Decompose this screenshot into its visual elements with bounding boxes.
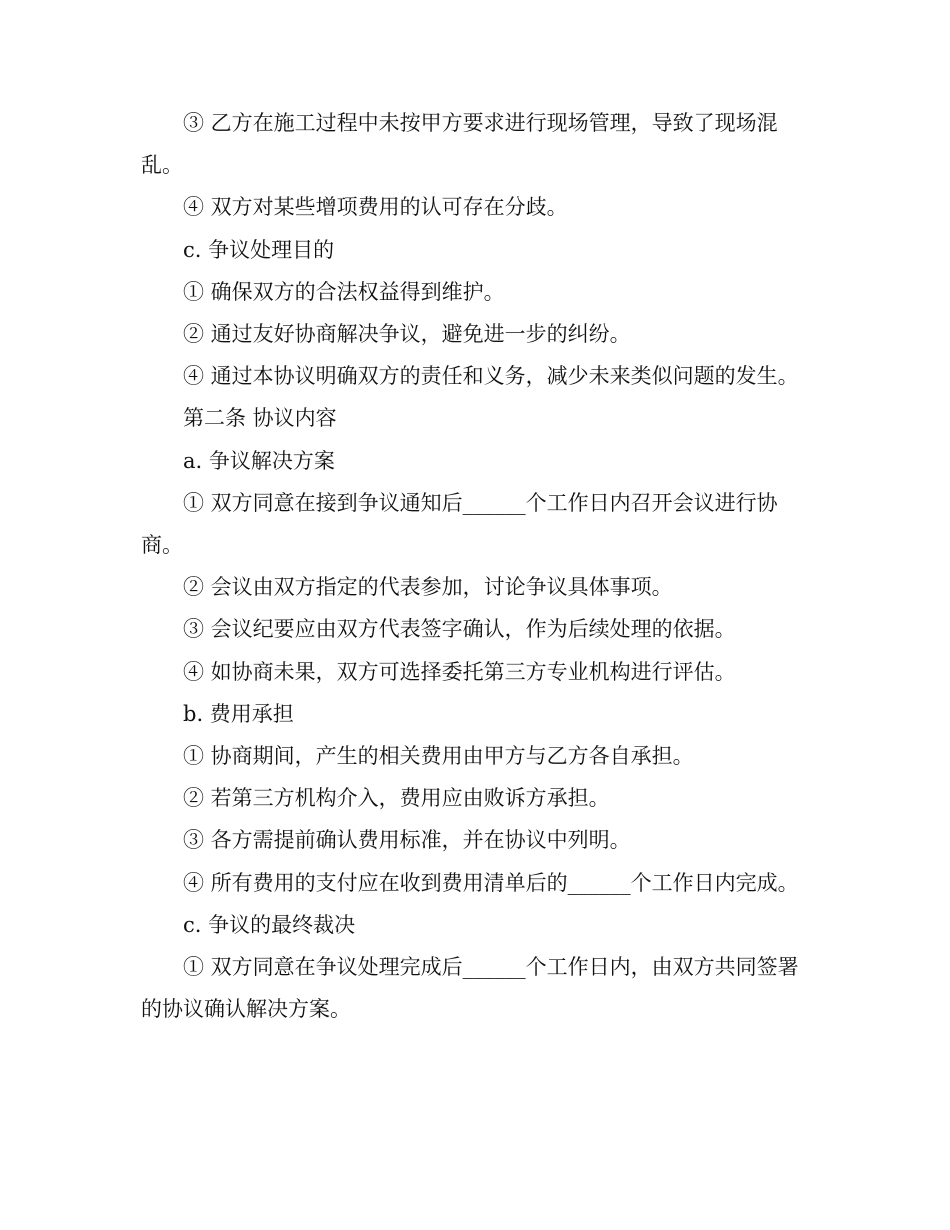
paragraph: ① 协商期间，产生的相关费用由甲方与乙方各自承担。 [183,744,694,769]
paragraph: ④ 通过本协议明确双方的责任和义务，减少未来类似问题的发生。 [183,364,799,389]
paragraph: ③ 各方需提前确认费用标准，并在协议中列明。 [183,828,631,853]
paragraph: ③ 会议纪要应由双方代表签字确认，作为后续处理的依据。 [183,617,736,642]
section-heading: b. 费用承担 [183,701,294,726]
paragraph: ① 双方同意在接到争议通知后______个工作日内召开会议进行协商。 [141,490,778,558]
paragraph: ② 若第三方机构介入，费用应由败诉方承担。 [183,786,610,811]
paragraph: ③ 乙方在施工过程中未按甲方要求进行现场管理，导致了现场混乱。 [141,111,778,178]
paragraph: ④ 如协商未果，双方可选择委托第三方专业机构进行评估。 [183,659,736,684]
section-heading: a. 争议解决方案 [183,448,335,473]
section-heading: c. 争议处理目的 [183,237,335,262]
article-heading: 第二条 协议内容 [183,406,337,431]
paragraph: ① 确保双方的合法权益得到维护。 [183,279,505,304]
section-heading: c. 争议的最终裁决 [183,912,356,937]
paragraph: ② 通过友好协商解决争议，避免进一步的纠纷。 [183,322,631,347]
paragraph: ④ 所有费用的支付应在收到费用清单后的______个工作日内完成。 [183,870,799,895]
paragraph: ① 双方同意在争议处理完成后______个工作日内，由双方共同签署的协议确认解决方案。 [141,955,799,1022]
paragraph: ② 会议由双方指定的代表参加，讨论争议具体事项。 [183,575,673,600]
document-body [141,102,813,1030]
paragraph: ④ 双方对某些增项费用的认可存在分歧。 [183,195,568,220]
